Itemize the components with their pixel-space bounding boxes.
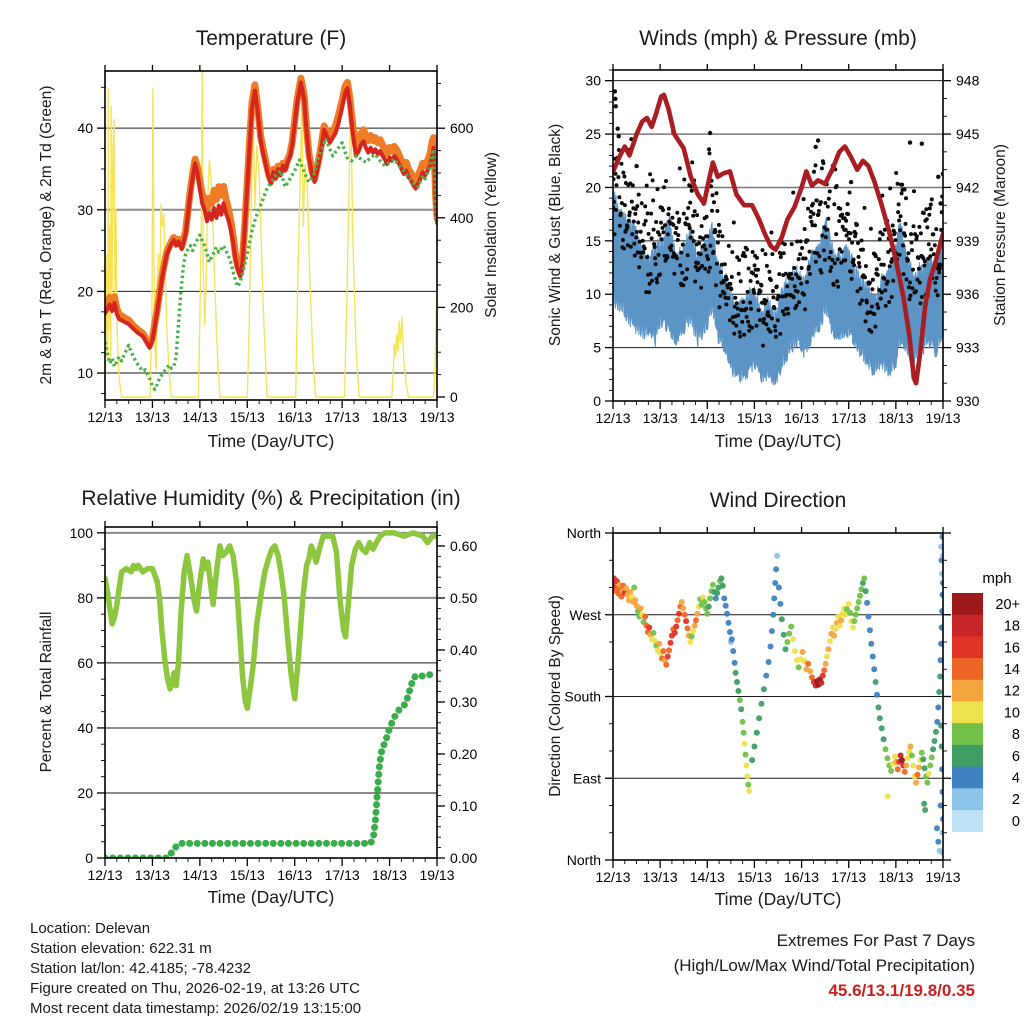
- colorbar-tick-label: 18: [1003, 618, 1020, 635]
- temperature-y-left-tick-label: 10: [77, 365, 93, 382]
- wind-direction-x-tick-label: 13/13: [642, 869, 678, 885]
- winds-y-left-tick-label: 0: [593, 393, 601, 409]
- humidity-y-left-tick-label: 20: [77, 784, 93, 801]
- footer-elevation: Station elevation: 622.31 m: [30, 940, 212, 957]
- humidity-y-right-tick-label: 0.50: [450, 589, 478, 606]
- temperature-y-right-tick-label: 0: [450, 388, 458, 405]
- rain-total-line: [105, 673, 437, 858]
- winds-y-right-tick-label: 930: [956, 393, 980, 409]
- extremes-block: [674, 928, 975, 1003]
- winds-y-right-tick-label: 939: [956, 232, 980, 249]
- winds-chart-title: Winds (mph) & Pressure (mb): [639, 27, 917, 50]
- humidity-y-right-tick-label: 0.40: [450, 641, 478, 658]
- temperature-x-tick-label: 14/13: [182, 409, 218, 425]
- humidity-y-right-tick-label: 0.10: [450, 797, 478, 814]
- winds-y-left-tick-label: 15: [585, 232, 601, 249]
- extremes-title: Extremes For Past 7 Days: [776, 931, 975, 950]
- winds-x-tick-label: 13/13: [642, 410, 678, 426]
- colorbar-swatch: [952, 593, 983, 615]
- temperature-x-tick-label: 13/13: [134, 409, 170, 425]
- temperature-y-right-tick-label: 600: [450, 120, 474, 137]
- humidity-ylabel-left: Percent & Total Rainfall: [38, 611, 55, 773]
- colorbar-swatch: [952, 636, 983, 658]
- winds-y-right-tick-label: 948: [956, 72, 980, 89]
- winds-x-tick-label: 12/13: [595, 410, 631, 426]
- humidity-y-right-tick-label: 0.20: [450, 745, 478, 762]
- wind-direction-x-tick-label: 16/13: [784, 869, 820, 885]
- humidity-x-tick-label: 15/13: [229, 867, 265, 883]
- colorbar-tick-label: 12: [1003, 683, 1020, 700]
- colorbar-swatch: [952, 767, 983, 789]
- humidity-y-left-tick-label: 100: [69, 524, 93, 541]
- humidity-x-tick-label: 14/13: [182, 867, 218, 883]
- temperature-x-tick-label: 17/13: [324, 409, 360, 425]
- colorbar-swatch: [952, 810, 983, 832]
- wind-direction-x-tick-label: 18/13: [878, 869, 914, 885]
- footer-created: Figure created on Thu, 2026-02-19, at 13:26 UTC: [30, 980, 360, 997]
- winds-ylabel-left: Sonic Wind & Gust (Blue, Black): [547, 123, 564, 347]
- solar-insolation-line: [105, 66, 437, 398]
- humidity-y-right-tick-label: 0.00: [450, 850, 478, 866]
- temperature-x-tick-label: 18/13: [372, 409, 408, 425]
- winds-x-tick-label: 14/13: [689, 410, 725, 426]
- temp-9m-line: [105, 78, 437, 345]
- temperature-y-left-tick-label: 40: [77, 120, 93, 137]
- humidity-y-right-tick-label: 0.60: [450, 537, 478, 554]
- winds-y-left-tick-label: 20: [585, 179, 601, 196]
- humidity-x-tick-label: 19/13: [419, 867, 455, 883]
- colorbar-swatch: [952, 658, 983, 680]
- winds-x-tick-label: 17/13: [831, 410, 867, 426]
- wind-direction-y-left-tick-label: West: [569, 606, 601, 623]
- extremes-values: 45.6/13.1/19.8/0.35: [828, 981, 975, 1000]
- temperature-y-left-tick-label: 20: [77, 283, 93, 300]
- winds-y-left-tick-label: 5: [593, 339, 601, 356]
- humidity-x-tick-label: 12/13: [87, 867, 123, 883]
- humidity-xlabel: Time (Day/UTC): [207, 887, 335, 907]
- humidity-x-tick-label: 13/13: [134, 867, 170, 883]
- humidity-x-tick-label: 18/13: [372, 867, 408, 883]
- colorbar-tick-label: 2: [1011, 792, 1020, 809]
- temperature-ylabel-right: Solar Insolation (Yellow): [483, 152, 500, 318]
- humidity-chart-title: Relative Humidity (%) & Precipitation (in): [81, 487, 461, 510]
- winds-y-right-tick-label: 936: [956, 286, 980, 303]
- wind-direction-y-left-tick-label: South: [564, 688, 601, 705]
- temperature-y-right-tick-label: 400: [450, 209, 474, 226]
- colorbar-swatch: [952, 745, 983, 767]
- winds-pressure-plot: [585, 64, 979, 426]
- colorbar-units-label: mph: [982, 570, 1012, 587]
- colorbar-swatch: [952, 615, 983, 637]
- humidity-y-left-tick-label: 40: [77, 719, 93, 736]
- humidity-y-right-tick-label: 0.30: [450, 693, 478, 710]
- humidity-y-left-tick-label: 0: [85, 850, 93, 866]
- humidity-x-tick-label: 17/13: [324, 867, 360, 883]
- colorbar-swatch: [952, 702, 983, 724]
- humidity-precip-plot: [70, 521, 478, 883]
- colorbar-tick-label: 4: [1011, 770, 1020, 787]
- wind-direction-dots: [610, 534, 946, 856]
- temperature-y-right-tick-label: 200: [450, 299, 474, 316]
- winds-x-tick-label: 18/13: [878, 410, 914, 426]
- wind-direction-x-tick-label: 19/13: [925, 869, 961, 885]
- colorbar-tick-label: 0: [1011, 813, 1020, 830]
- extremes-subtitle: (High/Low/Max Wind/Total Precipitation): [673, 956, 975, 975]
- footer-latlon: Station lat/lon: 42.4185; -78.4232: [30, 960, 252, 977]
- station-info-footer: [30, 919, 361, 1019]
- winds-x-tick-label: 16/13: [784, 410, 820, 426]
- wind-direction-y-left-tick-label: East: [572, 770, 601, 787]
- colorbar-tick-label: 8: [1011, 727, 1020, 744]
- wind-direction-xlabel: Time (Day/UTC): [714, 889, 842, 909]
- colorbar-tick-label: 14: [1003, 662, 1020, 678]
- wind-direction-ylabel-left: Direction (Colored By Speed): [547, 595, 564, 797]
- wind-direction-chart-title: Wind Direction: [709, 489, 847, 512]
- colorbar-swatch: [952, 723, 983, 745]
- temperature-y-left-tick-label: 30: [77, 201, 93, 218]
- temperature-x-tick-label: 16/13: [277, 409, 313, 425]
- colorbar-tick-label: 10: [1003, 705, 1020, 722]
- wind-direction-x-tick-label: 17/13: [831, 869, 867, 885]
- temperature-x-tick-label: 15/13: [229, 409, 265, 425]
- winds-ylabel-right: Station Pressure (Maroon): [992, 144, 1009, 326]
- winds-y-left-tick-label: 25: [585, 126, 601, 143]
- colorbar-swatch: [952, 680, 983, 702]
- humidity-y-left-tick-label: 60: [77, 654, 93, 671]
- winds-x-tick-label: 15/13: [736, 410, 772, 426]
- wind-direction-x-tick-label: 12/13: [595, 869, 631, 885]
- footer-location: Location: Delevan: [30, 920, 151, 937]
- relative-humidity-line: [105, 533, 437, 709]
- winds-y-right-tick-label: 933: [956, 339, 980, 356]
- winds-y-left-tick-label: 10: [585, 286, 601, 303]
- wind-direction-plot: [564, 525, 960, 885]
- winds-y-left-tick-label: 30: [585, 72, 601, 89]
- humidity-y-left-tick-label: 80: [77, 589, 93, 606]
- winds-y-right-tick-label: 945: [956, 126, 980, 143]
- wind-direction-x-tick-label: 15/13: [736, 869, 772, 885]
- colorbar-tick-label: 16: [1003, 640, 1020, 657]
- temperature-x-tick-label: 19/13: [419, 409, 455, 425]
- winds-xlabel: Time (Day/UTC): [714, 431, 842, 451]
- speed-colorbar: [952, 570, 1020, 832]
- wind-direction-y-left-tick-label: North: [566, 525, 601, 541]
- temperature-x-tick-label: 12/13: [87, 409, 123, 425]
- colorbar-tick-label: 6: [1011, 748, 1020, 765]
- wind-direction-x-tick-label: 14/13: [689, 869, 725, 885]
- temperature-plot: [77, 65, 473, 425]
- colorbar-swatch: [952, 788, 983, 810]
- colorbar-tick-label: 20+: [995, 596, 1020, 613]
- temperature-xlabel: Time (Day/UTC): [207, 431, 335, 451]
- temperature-chart-title: Temperature (F): [195, 27, 347, 50]
- footer-timestamp: Most recent data timestamp: 2026/02/19 13:15:00: [30, 1000, 362, 1017]
- humidity-x-tick-label: 16/13: [277, 867, 313, 883]
- winds-x-tick-label: 19/13: [925, 410, 961, 426]
- winds-y-right-tick-label: 942: [956, 179, 980, 196]
- temperature-ylabel-left: 2m & 9m T (Red, Orange) & 2m Td (Green): [38, 85, 55, 385]
- wind-direction-y-left-tick-label: North: [566, 852, 601, 868]
